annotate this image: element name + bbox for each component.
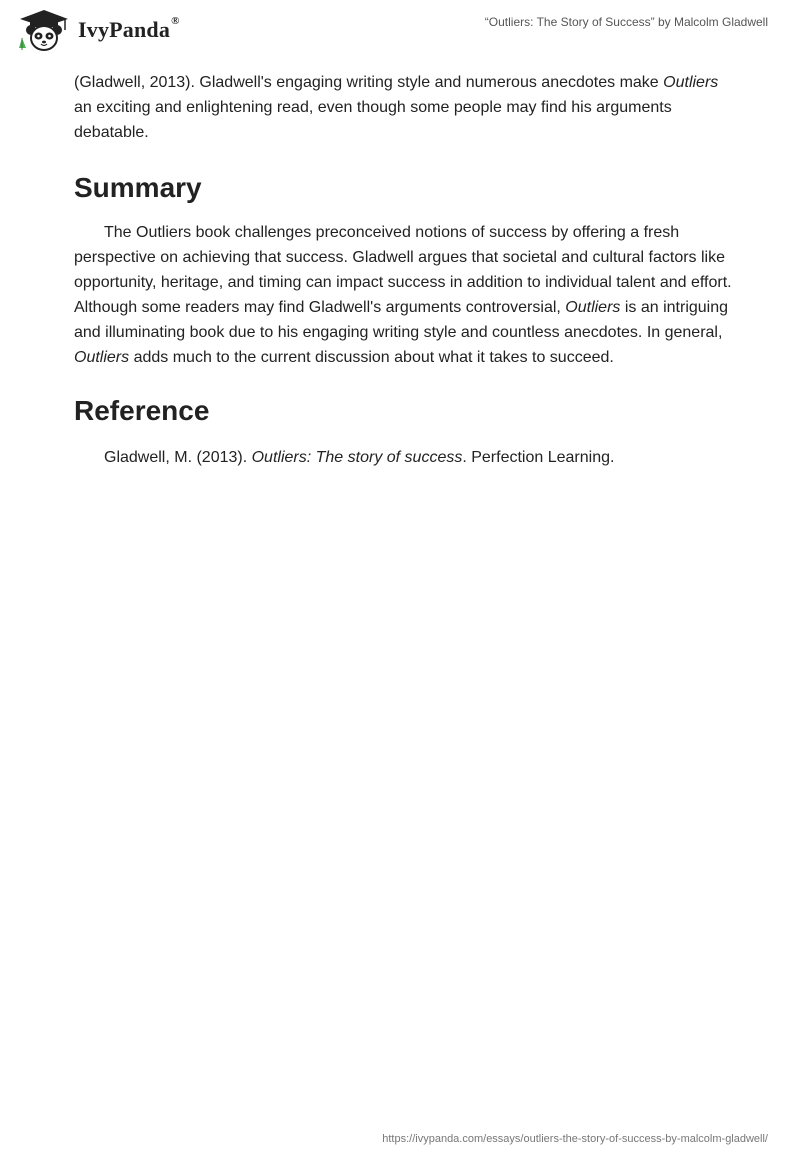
ivypanda-logo[interactable] bbox=[16, 8, 180, 52]
panda-graduate-icon bbox=[16, 8, 72, 52]
reference-entry: Gladwell, M. (2013). Outliers: The story of success. Perfection Learning. bbox=[104, 449, 615, 466]
book-title-italic: Outliers bbox=[74, 349, 130, 366]
source-url[interactable]: https://ivypanda.com/essays/outliers-the-story-of-success-by-malcolm-gladwell/ bbox=[382, 1133, 768, 1145]
summary-heading: Summary bbox=[74, 172, 202, 203]
book-title-italic: Outliers bbox=[663, 74, 719, 91]
reference-title-italic: Outliers: The story of success bbox=[251, 449, 463, 466]
book-title-italic: Outliers bbox=[565, 299, 621, 316]
reference-heading: Reference bbox=[74, 395, 210, 426]
brand-name: IvyPanda® bbox=[78, 15, 180, 42]
summary-paragraph: The Outliers book challenges preconceived notions of success by offering a fresh perspective on achieving that success. Gladwell argues that societal and cultural factors like opportunity, heritage, and timing can impact success in addition to individual talent and effort. Although some readers may find Gladwell's arguments controversial, Outliers is an intriguing and illuminating book due to his engaging writing style and countless anecdotes. In general, Outliers adds much to the current discussion about what it takes to succeed. bbox=[74, 224, 732, 366]
essay-content bbox=[74, 70, 734, 470]
registered-mark: ® bbox=[171, 15, 180, 27]
document-title: “Outliers: The Story of Success” by Malcolm Gladwell bbox=[484, 15, 768, 29]
page-header bbox=[0, 0, 800, 64]
intro-paragraph: (Gladwell, 2013). Gladwell's engaging writing style and numerous anecdotes make Outliers an exciting and enlightening read, even though some people may find his arguments debatable. bbox=[74, 74, 719, 141]
